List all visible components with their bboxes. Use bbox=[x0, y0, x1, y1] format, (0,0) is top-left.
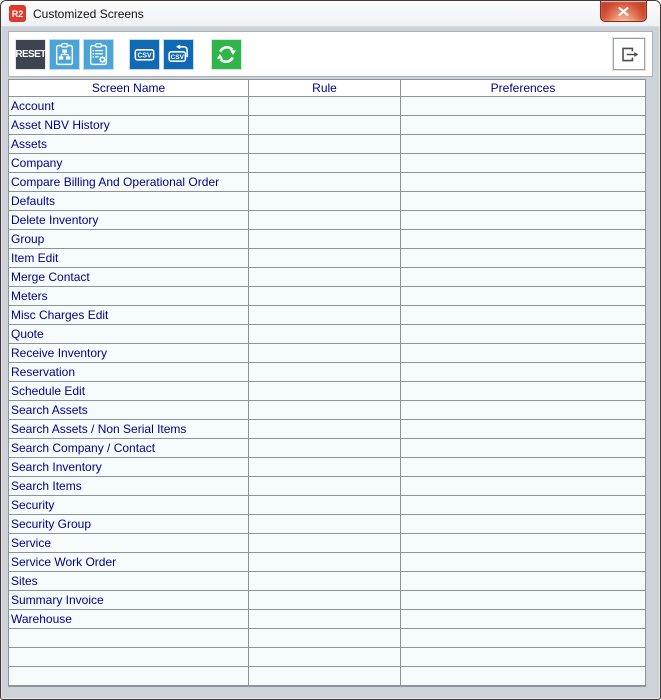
cell-preferences[interactable] bbox=[401, 572, 645, 591]
customized-screens-grid bbox=[8, 79, 646, 687]
cell-preferences[interactable] bbox=[401, 458, 645, 477]
cell-preferences[interactable] bbox=[401, 534, 645, 553]
cell-rule[interactable] bbox=[249, 249, 401, 268]
clipboard-gear-icon bbox=[86, 42, 111, 67]
cell-screen-name[interactable]: Group bbox=[9, 230, 249, 249]
cell-screen-name[interactable]: Account bbox=[9, 97, 249, 116]
cell-screen-name[interactable]: Search Assets bbox=[9, 401, 249, 420]
cell-screen-name[interactable]: Quote bbox=[9, 325, 249, 344]
table-row[interactable] bbox=[9, 249, 645, 268]
cell-rule[interactable] bbox=[249, 325, 401, 344]
clipboard-hierarchy-icon bbox=[52, 42, 77, 67]
cell-rule[interactable] bbox=[249, 420, 401, 439]
cell-rule[interactable] bbox=[249, 439, 401, 458]
cell-screen-name[interactable]: Warehouse bbox=[9, 610, 249, 629]
cell-preferences[interactable] bbox=[401, 477, 645, 496]
table-row[interactable] bbox=[9, 173, 645, 192]
cell-preferences[interactable] bbox=[401, 97, 645, 116]
cell-screen-name[interactable]: Defaults bbox=[9, 192, 249, 211]
cell-screen-name[interactable]: Search Items bbox=[9, 477, 249, 496]
csv-export-button[interactable] bbox=[129, 39, 160, 70]
cell-screen-name[interactable]: Sites bbox=[9, 572, 249, 591]
table-body bbox=[9, 97, 645, 686]
cell-rule[interactable] bbox=[249, 344, 401, 363]
cell-rule[interactable] bbox=[249, 515, 401, 534]
table-row[interactable] bbox=[9, 610, 645, 629]
cell-preferences[interactable] bbox=[401, 515, 645, 534]
table-row[interactable] bbox=[9, 553, 645, 572]
cell-rule[interactable] bbox=[249, 458, 401, 477]
cell-screen-name[interactable]: Asset NBV History bbox=[9, 116, 249, 135]
table-row[interactable] bbox=[9, 344, 645, 363]
cell-preferences[interactable] bbox=[401, 591, 645, 610]
cell-preferences[interactable] bbox=[401, 629, 645, 648]
csv-import-button[interactable] bbox=[163, 39, 194, 70]
cell-screen-name[interactable] bbox=[9, 648, 249, 667]
cell-rule[interactable] bbox=[249, 287, 401, 306]
table-row[interactable] bbox=[9, 211, 645, 230]
cell-preferences[interactable] bbox=[401, 306, 645, 325]
cell-rule[interactable] bbox=[249, 363, 401, 382]
cell-preferences[interactable] bbox=[401, 553, 645, 572]
refresh-icon bbox=[214, 42, 239, 67]
cell-preferences[interactable] bbox=[401, 439, 645, 458]
r2-app-icon: R2 bbox=[9, 5, 26, 22]
column-header-rule: Rule bbox=[249, 80, 401, 97]
cell-rule[interactable] bbox=[249, 401, 401, 420]
cell-screen-name[interactable]: Security Group bbox=[9, 515, 249, 534]
table-row[interactable] bbox=[9, 458, 645, 477]
cell-preferences[interactable] bbox=[401, 401, 645, 420]
table-row[interactable] bbox=[9, 477, 645, 496]
cell-screen-name[interactable]: Merge Contact bbox=[9, 268, 249, 287]
toolbar bbox=[8, 31, 653, 77]
table-row[interactable] bbox=[9, 230, 645, 249]
cell-rule[interactable] bbox=[249, 610, 401, 629]
table-row[interactable] bbox=[9, 591, 645, 610]
exit-button[interactable] bbox=[613, 38, 645, 70]
cell-preferences[interactable] bbox=[401, 667, 645, 686]
cell-rule[interactable] bbox=[249, 382, 401, 401]
cell-screen-name[interactable]: Schedule Edit bbox=[9, 382, 249, 401]
cell-rule[interactable] bbox=[249, 477, 401, 496]
screen-preferences-button[interactable] bbox=[83, 39, 114, 70]
table-row[interactable] bbox=[9, 667, 645, 686]
cell-rule[interactable] bbox=[249, 591, 401, 610]
cell-screen-name[interactable]: Receive Inventory bbox=[9, 344, 249, 363]
cell-preferences[interactable] bbox=[401, 325, 645, 344]
cell-screen-name[interactable]: Service Work Order bbox=[9, 553, 249, 572]
exit-icon bbox=[617, 42, 642, 67]
cell-screen-name[interactable]: Compare Billing And Operational Order bbox=[9, 173, 249, 192]
table-row[interactable] bbox=[9, 325, 645, 344]
table-row[interactable] bbox=[9, 382, 645, 401]
cell-rule[interactable] bbox=[249, 211, 401, 230]
cell-screen-name[interactable]: Meters bbox=[9, 287, 249, 306]
cell-rule[interactable] bbox=[249, 496, 401, 515]
table-row[interactable] bbox=[9, 154, 645, 173]
cell-preferences[interactable] bbox=[401, 610, 645, 629]
close-button[interactable] bbox=[600, 1, 647, 22]
table-row[interactable] bbox=[9, 363, 645, 382]
cell-preferences[interactable] bbox=[401, 420, 645, 439]
svg-text:CSV: CSV bbox=[170, 53, 184, 61]
cell-preferences[interactable] bbox=[401, 287, 645, 306]
cell-screen-name[interactable]: Search Inventory bbox=[9, 458, 249, 477]
cell-rule[interactable] bbox=[249, 116, 401, 135]
cell-rule[interactable] bbox=[249, 629, 401, 648]
cell-preferences[interactable] bbox=[401, 135, 645, 154]
cell-preferences[interactable] bbox=[401, 496, 645, 515]
refresh-button[interactable] bbox=[211, 39, 242, 70]
cell-rule[interactable] bbox=[249, 553, 401, 572]
svg-text:CSV: CSV bbox=[137, 52, 152, 60]
cell-rule[interactable] bbox=[249, 648, 401, 667]
cell-rule[interactable] bbox=[249, 306, 401, 325]
table-row[interactable] bbox=[9, 268, 645, 287]
screen-rules-button[interactable] bbox=[49, 39, 80, 70]
reset-button[interactable]: RESET bbox=[15, 39, 46, 70]
table-row[interactable] bbox=[9, 97, 645, 116]
cell-rule[interactable] bbox=[249, 572, 401, 591]
cell-preferences[interactable] bbox=[401, 173, 645, 192]
cell-screen-name[interactable]: Reservation bbox=[9, 363, 249, 382]
cell-rule[interactable] bbox=[249, 135, 401, 154]
cell-rule[interactable] bbox=[249, 230, 401, 249]
cell-screen-name[interactable]: Company bbox=[9, 154, 249, 173]
table-row[interactable] bbox=[9, 287, 645, 306]
cell-preferences[interactable] bbox=[401, 344, 645, 363]
titlebar bbox=[1, 1, 660, 27]
table-row[interactable] bbox=[9, 572, 645, 591]
cell-screen-name[interactable]: Assets bbox=[9, 135, 249, 154]
cell-screen-name[interactable]: Search Assets / Non Serial Items bbox=[9, 420, 249, 439]
cell-preferences[interactable] bbox=[401, 249, 645, 268]
table-row[interactable] bbox=[9, 401, 645, 420]
table-row[interactable] bbox=[9, 116, 645, 135]
grid-header-row bbox=[9, 80, 645, 97]
window-title: Customized Screens bbox=[33, 6, 144, 21]
table-row[interactable] bbox=[9, 629, 645, 648]
csv-import-icon bbox=[166, 42, 191, 67]
column-header-preferences: Preferences bbox=[401, 80, 645, 97]
cell-preferences[interactable] bbox=[401, 192, 645, 211]
cell-rule[interactable] bbox=[249, 534, 401, 553]
cell-screen-name[interactable]: Search Company / Contact bbox=[9, 439, 249, 458]
cell-preferences[interactable] bbox=[401, 363, 645, 382]
cell-rule[interactable] bbox=[249, 268, 401, 287]
cell-rule[interactable] bbox=[249, 667, 401, 686]
column-header-screen-name: Screen Name bbox=[9, 80, 249, 97]
table-row[interactable] bbox=[9, 135, 645, 154]
cell-screen-name[interactable]: Security bbox=[9, 496, 249, 515]
cell-preferences[interactable] bbox=[401, 154, 645, 173]
cell-screen-name[interactable]: Summary Invoice bbox=[9, 591, 249, 610]
table-row[interactable] bbox=[9, 648, 645, 667]
cell-screen-name[interactable]: Delete Inventory bbox=[9, 211, 249, 230]
close-icon bbox=[618, 7, 629, 16]
table-row[interactable] bbox=[9, 496, 645, 515]
table-row[interactable] bbox=[9, 420, 645, 439]
cell-screen-name[interactable]: Service bbox=[9, 534, 249, 553]
table-row[interactable] bbox=[9, 515, 645, 534]
table-row[interactable] bbox=[9, 192, 645, 211]
cell-preferences[interactable] bbox=[401, 116, 645, 135]
cell-preferences[interactable] bbox=[401, 268, 645, 287]
cell-rule[interactable] bbox=[249, 192, 401, 211]
cell-rule[interactable] bbox=[249, 97, 401, 116]
cell-preferences[interactable] bbox=[401, 382, 645, 401]
cell-rule[interactable] bbox=[249, 154, 401, 173]
cell-preferences[interactable] bbox=[401, 211, 645, 230]
csv-export-icon bbox=[132, 42, 157, 67]
cell-screen-name[interactable]: Misc Charges Edit bbox=[9, 306, 249, 325]
cell-screen-name[interactable]: Item Edit bbox=[9, 249, 249, 268]
table-row[interactable] bbox=[9, 439, 645, 458]
cell-rule[interactable] bbox=[249, 173, 401, 192]
table-row[interactable] bbox=[9, 534, 645, 553]
cell-preferences[interactable] bbox=[401, 648, 645, 667]
cell-screen-name[interactable] bbox=[9, 629, 249, 648]
cell-screen-name[interactable] bbox=[9, 667, 249, 686]
cell-preferences[interactable] bbox=[401, 230, 645, 249]
table-row[interactable] bbox=[9, 306, 645, 325]
